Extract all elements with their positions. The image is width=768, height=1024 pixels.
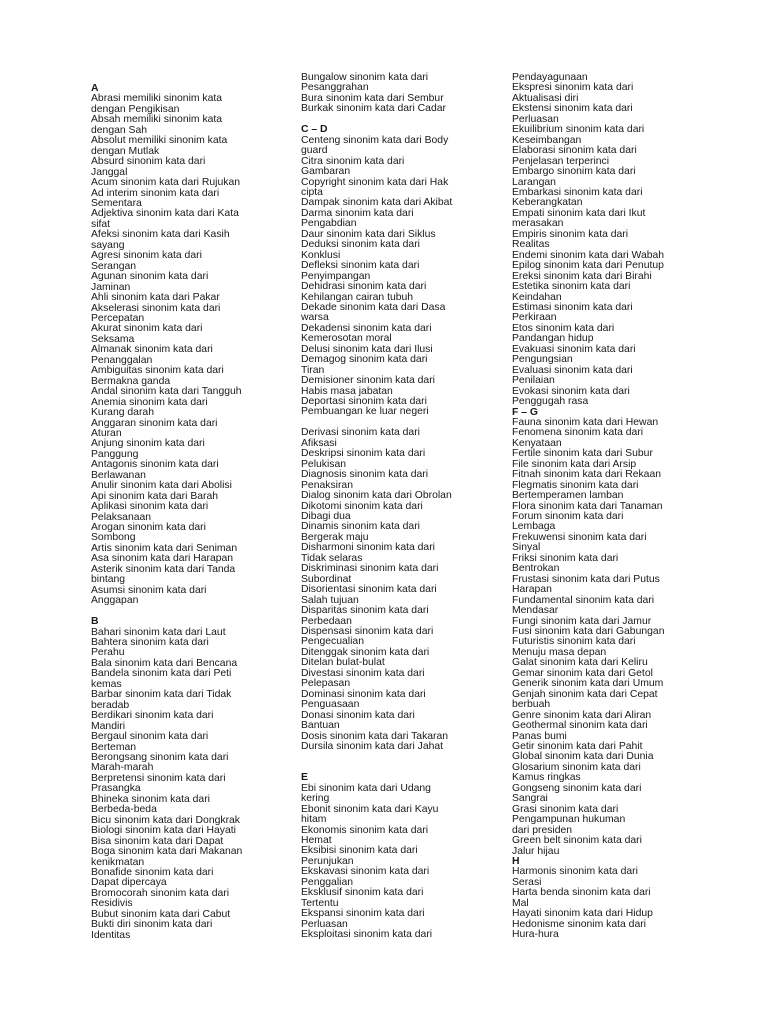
entry-line: Andal sinonim kata dari Tangguh bbox=[91, 386, 242, 398]
entry-line: Penggalian bbox=[301, 876, 353, 888]
entry-line: Asa sinonim kata dari Harapan bbox=[91, 553, 234, 565]
entry-line: Bentrokan bbox=[512, 563, 560, 575]
section-heading: B bbox=[91, 616, 99, 628]
entry-line: Akurat sinonim kata dari bbox=[91, 323, 203, 335]
entry-line: Fundamental sinonim kata dari bbox=[512, 594, 655, 606]
entry-line: kemas bbox=[91, 678, 122, 690]
entry-line: Eksklusif sinonim kata dari bbox=[301, 887, 424, 899]
entry-line: Dampak sinonim kata dari Akibat bbox=[301, 197, 453, 209]
entry-line: Agresi sinonim kata dari bbox=[91, 250, 202, 262]
entry-line: Getir sinonim kata dari Pahit bbox=[512, 741, 643, 752]
entry-line: Penyimpangan bbox=[301, 270, 371, 282]
entry-line: Darma sinonim kata dari bbox=[301, 207, 414, 219]
entry-line: Geothermal sinonim kata dari bbox=[512, 720, 648, 732]
entry-line: Jaminan bbox=[91, 281, 131, 293]
entry-line: Mal bbox=[512, 897, 529, 909]
entry-line: Sementara bbox=[91, 197, 142, 209]
entry-line: Elaborasi sinonim kata dari bbox=[512, 145, 637, 157]
entry-line: Biologi sinonim kata dari Hayati bbox=[91, 825, 236, 837]
entry-line: Donasi sinonim kata dari bbox=[301, 709, 415, 721]
entry-line: dengan Sah bbox=[91, 124, 148, 136]
entry-line: Arogan sinonim kata dari bbox=[91, 522, 206, 534]
entry-line: Berdikari sinonim kata dari bbox=[91, 710, 214, 722]
entry-line: Generik sinonim kata dari Umum bbox=[512, 678, 664, 690]
entry-line: Dominasi sinonim kata dari bbox=[301, 688, 426, 700]
entry-line: Perunjukan bbox=[301, 855, 354, 867]
entry-line: Absurd sinonim kata dari bbox=[91, 156, 206, 168]
entry-line: Aplikasi sinonim kata dari bbox=[91, 501, 209, 513]
entry-line: Copyright sinonim kata dari Hak bbox=[301, 176, 449, 188]
entry-line: Dibagi dua bbox=[301, 511, 351, 522]
entry-line: Anjung sinonim kata dari bbox=[91, 438, 205, 450]
entry-line: Bungalow sinonim kata dari bbox=[301, 72, 429, 83]
entry-line: Akselerasi sinonim kata dari bbox=[91, 302, 221, 314]
entry-line: bintang bbox=[91, 574, 126, 586]
entry-line: sifat bbox=[91, 218, 111, 230]
entry-line: Bergerak maju bbox=[301, 531, 369, 543]
blank-line bbox=[301, 752, 501, 762]
entry-line: Friksi sinonim kata dari bbox=[512, 552, 619, 564]
entry-line: dengan Mutlak bbox=[91, 145, 160, 157]
entry-line: Harmonis sinonim kata dari bbox=[512, 866, 638, 878]
entry-line: Pembuangan ke luar negeri bbox=[301, 406, 429, 418]
entry-line: Ditelan bulat-bulat bbox=[301, 657, 385, 669]
entry-line: Keseimbangan bbox=[512, 134, 582, 146]
entry-line: Asumsi sinonim kata dari bbox=[91, 584, 207, 596]
entry-line: Bahtera sinonim kata dari bbox=[91, 637, 209, 648]
entry-line: Estimasi sinonim kata dari bbox=[512, 301, 633, 313]
section-heading: E bbox=[301, 772, 308, 784]
column-1 bbox=[91, 84, 291, 941]
entry-line: Ditenggak sinonim kata dari bbox=[301, 646, 430, 658]
entry-line: Dinamis sinonim kata dari bbox=[301, 521, 420, 533]
entry-line: Boga sinonim kata dari Makanan bbox=[91, 846, 243, 858]
entry-line: Panggung bbox=[91, 448, 139, 460]
entry-line: Pengungsian bbox=[512, 354, 573, 366]
entry-line: Centeng sinonim kata dari Body bbox=[301, 134, 449, 146]
entry-line: Dispensasi sinonim kata dari bbox=[301, 625, 434, 637]
entry-line: Serangan bbox=[91, 260, 137, 272]
entry-line: Tertentu bbox=[301, 897, 339, 909]
entry-line: merasakan bbox=[512, 218, 564, 230]
entry-line: Demisioner sinonim kata dari bbox=[301, 375, 435, 387]
entry-line: Hura-hura bbox=[512, 929, 559, 941]
entry-line: Absah memiliki sinonim kata bbox=[91, 114, 223, 126]
entry-line: Delusi sinonim kata dari Ilusi bbox=[301, 343, 433, 355]
entry-line: Penguasaan bbox=[301, 699, 360, 711]
entry-line: Salah tujuan bbox=[301, 594, 359, 606]
entry-line: Tiran bbox=[301, 364, 325, 376]
entry-line: warsa bbox=[301, 312, 329, 324]
entry-line: Perbedaan bbox=[301, 615, 352, 627]
entry-line: Evaluasi sinonim kata dari bbox=[512, 364, 633, 376]
blank-line bbox=[91, 607, 291, 617]
entry-line: Sangrai bbox=[512, 793, 548, 805]
entry-line: Deduksi sinonim kata dari bbox=[301, 239, 420, 251]
entry-line: Gambaran bbox=[301, 166, 351, 178]
entry-line: Harta benda sinonim kata dari bbox=[512, 887, 651, 899]
entry-line: Api sinonim kata dari Barah bbox=[91, 490, 219, 502]
entry-line: Epilog sinonim kata dari Penutup bbox=[512, 260, 664, 272]
entry-line: Abrasi memiliki sinonim kata bbox=[91, 93, 223, 105]
entry-line: sayang bbox=[91, 239, 125, 251]
entry-line: Galat sinonim kata dari Keliru bbox=[512, 657, 648, 669]
entry-line: kenikmatan bbox=[91, 856, 145, 868]
entry-line: Menuju masa depan bbox=[512, 646, 607, 658]
column-3 bbox=[512, 73, 712, 941]
entry-line: Pengampunan hukuman bbox=[512, 814, 626, 826]
entry-line: Ekstensi sinonim kata dari bbox=[512, 103, 633, 115]
entry-line: Bandela sinonim kata dari Peti bbox=[91, 668, 232, 680]
entry-line: Global sinonim kata dari Dunia bbox=[512, 751, 654, 763]
entry-line: Derivasi sinonim kata dari bbox=[301, 427, 420, 439]
entry-line: Green belt sinonim kata dari bbox=[512, 835, 642, 847]
entry-line: Etos sinonim kata dari bbox=[512, 322, 615, 334]
entry-line: Almanak sinonim kata dari bbox=[91, 344, 213, 356]
entry-line: Disorientasi sinonim kata dari bbox=[301, 584, 437, 596]
entry-line: Disparitas sinonim kata dari bbox=[301, 605, 429, 617]
entry-line: Percepatan bbox=[91, 312, 145, 324]
entry-line: Frekuwensi sinonim kata dari bbox=[512, 531, 647, 543]
entry-line: Ekspresi sinonim kata dari bbox=[512, 82, 634, 94]
entry-line: Hemat bbox=[301, 835, 332, 847]
entry-line: Penilaian bbox=[512, 375, 555, 387]
entry-line: Fauna sinonim kata dari Hewan bbox=[512, 416, 659, 428]
entry-line: Bhineka sinonim kata dari bbox=[91, 793, 210, 805]
entry-line: Divestasi sinonim kata dari bbox=[301, 667, 425, 679]
entry-line: berbuah bbox=[512, 699, 551, 711]
entry-line: Pelukisan bbox=[301, 458, 347, 470]
entry-line: Pengabdian bbox=[301, 218, 357, 230]
entry-line: hitam bbox=[301, 814, 327, 826]
entry-line: Forum sinonim kata dari bbox=[512, 511, 624, 523]
section-heading: F – G bbox=[512, 406, 538, 418]
entry-line: Fenomena sinonim kata dari bbox=[512, 427, 644, 439]
entry-line: Bermakna ganda bbox=[91, 375, 171, 387]
entry-line: Tidak selaras bbox=[301, 552, 363, 564]
entry-line: Ekuilibrium sinonim kata dari bbox=[512, 124, 645, 136]
entry-line: Fusi sinonim kata dari Gabungan bbox=[512, 626, 665, 638]
entry-line: Aktualisasi diri bbox=[512, 92, 579, 104]
column-2 bbox=[301, 73, 501, 941]
entry-line: Mendasar bbox=[512, 605, 559, 617]
entry-line: Fitnah sinonim kata dari Rekaan bbox=[512, 469, 662, 481]
entry-line: Adjektiva sinonim kata dari Kata bbox=[91, 208, 239, 220]
entry-line: Diagnosis sinonim kata dari bbox=[301, 469, 429, 481]
entry-line: Artis sinonim kata dari Seniman bbox=[91, 542, 238, 554]
entry-line: Kehilangan cairan tubuh bbox=[301, 291, 414, 303]
entry-line: Endemi sinonim kata dari Wabah bbox=[512, 249, 665, 261]
entry-line: Diskriminasi sinonim kata dari bbox=[301, 563, 439, 575]
entry-line: Kemerosotan moral bbox=[301, 333, 392, 345]
entry-line: Evokasi sinonim kata dari bbox=[512, 385, 630, 397]
entry-line: cipta bbox=[301, 186, 323, 198]
entry-line: Habis masa jabatan bbox=[301, 385, 393, 397]
entry-line: Glosarium sinonim kata dari bbox=[512, 761, 641, 773]
entry-line: Frustasi sinonim kata dari Putus bbox=[512, 573, 660, 585]
entry-line: Bertemperamen lamban bbox=[512, 490, 624, 502]
entry-line: Berpretensi sinonim kata dari bbox=[91, 772, 226, 784]
entry-line: Perahu bbox=[91, 647, 125, 659]
entry-line: Bura sinonim kata dari Sembur bbox=[301, 92, 444, 104]
entry-line: Gongseng sinonim kata dari bbox=[512, 782, 642, 794]
entry-line: Dosis sinonim kata dari Takaran bbox=[301, 730, 449, 742]
entry-line: Ekspansi sinonim kata dari bbox=[301, 908, 425, 920]
entry-line: Bukti diri sinonim kata dari bbox=[91, 919, 213, 931]
entry-line: Harapan bbox=[512, 584, 552, 596]
entry-line: Eksploitasi sinonim kata dari bbox=[301, 929, 433, 941]
entry-line: Afeksi sinonim kata dari Kasih bbox=[91, 229, 230, 241]
entry-line: Berteman bbox=[91, 741, 137, 753]
entry-line: Futuristis sinonim kata dari bbox=[512, 636, 636, 648]
entry-line: Bisa sinonim kata dari Dapat bbox=[91, 835, 224, 847]
entry-line: Pelepasan bbox=[301, 678, 351, 690]
entry-line: Realitas bbox=[512, 239, 550, 251]
entry-line: Agunan sinonim kata dari bbox=[91, 271, 209, 283]
entry-line: Penaksiran bbox=[301, 479, 353, 491]
entry-line: Sinyal bbox=[512, 542, 541, 554]
entry-line: Lembaga bbox=[512, 521, 556, 533]
entry-line: Disharmoni sinonim kata dari bbox=[301, 542, 435, 554]
entry-line: Bromocorah sinonim kata dari bbox=[91, 887, 230, 899]
entry-line: Barbar sinonim kata dari Tidak bbox=[91, 689, 232, 701]
entry-line: Ebi sinonim kata dari Udang bbox=[301, 782, 431, 794]
entry-line: Marah-marah bbox=[91, 762, 154, 774]
entry-line: Anemia sinonim kata dari bbox=[91, 396, 208, 408]
entry-line: Ereksi sinonim kata dari Birahi bbox=[512, 270, 652, 282]
entry-line: Fertile sinonim kata dari Subur bbox=[512, 448, 653, 460]
entry-line: File sinonim kata dari Arsip bbox=[512, 458, 637, 470]
entry-line: Perluasan bbox=[512, 113, 559, 125]
entry-line: Ebonit sinonim kata dari Kayu bbox=[301, 803, 439, 815]
entry-line: Bicu sinonim kata dari Dongkrak bbox=[91, 814, 241, 826]
entry-line: Empati sinonim kata dari Ikut bbox=[512, 207, 646, 219]
entry-line: Evakuasi sinonim kata dari bbox=[512, 343, 636, 355]
entry-line: Antagonis sinonim kata dari bbox=[91, 459, 219, 471]
entry-line: Embargo sinonim kata dari bbox=[512, 166, 636, 178]
entry-line: Prasangka bbox=[91, 783, 141, 795]
entry-line: Demagog sinonim kata dari bbox=[301, 354, 428, 366]
entry-line: Dialog sinonim kata dari Obrolan bbox=[301, 490, 452, 502]
entry-line: Bergaul sinonim kata dari bbox=[91, 731, 209, 743]
entry-line: Asterik sinonim kata dari Tanda bbox=[91, 563, 236, 575]
entry-line: Penanggalan bbox=[91, 354, 153, 366]
entry-line: Embarkasi sinonim kata dari bbox=[512, 186, 643, 198]
entry-line: dengan Pengikisan bbox=[91, 103, 180, 115]
entry-line: Afiksasi bbox=[301, 437, 337, 449]
entry-line: Mandiri bbox=[91, 720, 126, 732]
entry-line: Penjelasan terperinci bbox=[512, 155, 610, 167]
entry-line: Panas bumi bbox=[512, 730, 567, 742]
entry-line: Genre sinonim kata dari Aliran bbox=[512, 709, 652, 721]
entry-line: Residivis bbox=[91, 898, 133, 910]
entry-line: Anggaran sinonim kata dari bbox=[91, 417, 218, 429]
entry-line: Identitas bbox=[91, 929, 131, 941]
entry-line: Pandangan hidup bbox=[512, 333, 594, 345]
entry-line: Dursila sinonim kata dari Jahat bbox=[301, 740, 444, 752]
entry-line: Berongsang sinonim kata dari bbox=[91, 751, 229, 763]
entry-line: Berbeda-beda bbox=[91, 804, 157, 816]
section-heading: A bbox=[91, 83, 99, 94]
entry-line: Estetika sinonim kata dari bbox=[512, 281, 631, 293]
entry-line: Ad interim sinonim kata dari bbox=[91, 187, 220, 199]
entry-line: Fungi sinonim kata dari Jamur bbox=[512, 615, 652, 627]
entry-line: Burkak sinonim kata dari Cadar bbox=[301, 103, 446, 115]
entry-line: Anulir sinonim kata dari Abolisi bbox=[91, 480, 232, 492]
entry-line: Ekskavasi sinonim kata dari bbox=[301, 866, 430, 878]
entry-line: Kurang darah bbox=[91, 407, 154, 419]
entry-line: Keberangkatan bbox=[512, 197, 583, 209]
entry-line: Dapat dipercaya bbox=[91, 877, 167, 889]
entry-line: Ambiguitas sinonim kata dari bbox=[91, 365, 224, 377]
entry-line: Bubut sinonim kata dari Cabut bbox=[91, 908, 231, 920]
entry-line: Aturan bbox=[91, 427, 122, 439]
entry-line: Sombong bbox=[91, 532, 136, 544]
blank-line bbox=[301, 115, 501, 125]
entry-line: Pengecualian bbox=[301, 636, 364, 648]
entry-line: Dekade sinonim kata dari Dasa bbox=[301, 301, 446, 313]
entry-line: Seksama bbox=[91, 333, 135, 345]
entry-line: Bantuan bbox=[301, 720, 340, 732]
entry-line: beradab bbox=[91, 699, 130, 711]
entry-line: Hedonisme sinonim kata dari bbox=[512, 918, 646, 930]
entry-line: Dikotomi sinonim kata dari bbox=[301, 500, 423, 512]
entry-line: Keindahan bbox=[512, 291, 562, 303]
entry-line: Penggugah rasa bbox=[512, 396, 589, 408]
entry-line: Citra sinonim kata dari bbox=[301, 155, 405, 167]
entry-line: Genjah sinonim kata dari Cepat bbox=[512, 688, 658, 700]
entry-line: Deportasi sinonim kata dari bbox=[301, 396, 427, 408]
entry-line: Eksibisi sinonim kata dari bbox=[301, 845, 418, 857]
section-heading: H bbox=[512, 855, 520, 867]
entry-line: Ekonomis sinonim kata dari bbox=[301, 824, 429, 836]
entry-line: Absolut memiliki sinonim kata bbox=[91, 135, 228, 147]
entry-line: Kenyataan bbox=[512, 437, 562, 449]
entry-line: dari presiden bbox=[512, 824, 573, 836]
entry-line: Serasi bbox=[512, 876, 542, 888]
entry-line: Dehidrasi sinonim kata dari bbox=[301, 281, 427, 293]
entry-line: Acum sinonim kata dari Rujukan bbox=[91, 177, 241, 189]
entry-line: Pendayagunaan bbox=[512, 72, 588, 83]
entry-line: Dekadensi sinonim kata dari bbox=[301, 322, 432, 334]
entry-line: Hayati sinonim kata dari Hidup bbox=[512, 908, 653, 920]
entry-line: Empiris sinonim kata dari bbox=[512, 228, 629, 240]
entry-line: Bonafide sinonim kata dari bbox=[91, 866, 214, 878]
entry-line: Kamus ringkas bbox=[512, 772, 581, 784]
section-heading: C – D bbox=[301, 124, 328, 136]
entry-line: Flegmatis sinonim kata dari bbox=[512, 479, 639, 491]
entry-line: Konklusi bbox=[301, 249, 341, 261]
entry-line: Larangan bbox=[512, 176, 556, 188]
entry-line: Daur sinonim kata dari Siklus bbox=[301, 228, 436, 240]
entry-line: guard bbox=[301, 145, 328, 157]
entry-line: Pesanggrahan bbox=[301, 82, 369, 94]
blank-line bbox=[301, 763, 501, 773]
entry-line: kering bbox=[301, 793, 330, 805]
entry-line: Bahari sinonim kata dari Laut bbox=[91, 626, 226, 638]
entry-line: Janggal bbox=[91, 166, 128, 178]
entry-line: Anggapan bbox=[91, 595, 139, 607]
entry-line: Subordinat bbox=[301, 573, 352, 585]
entry-line: Gemar sinonim kata dari Getol bbox=[512, 667, 653, 679]
entry-line: Deskripsi sinonim kata dari bbox=[301, 448, 426, 460]
entry-line: Ahli sinonim kata dari Pakar bbox=[91, 292, 220, 304]
entry-line: Grasi sinonim kata dari bbox=[512, 803, 619, 815]
entry-line: Flora sinonim kata dari Tanaman bbox=[512, 500, 663, 512]
entry-line: Jalur hijau bbox=[512, 845, 560, 857]
entry-line: Berlawanan bbox=[91, 469, 146, 481]
entry-line: Perluasan bbox=[301, 918, 348, 930]
entry-line: Defleksi sinonim kata dari bbox=[301, 260, 420, 272]
entry-line: Bala sinonim kata dari Bencana bbox=[91, 657, 238, 669]
entry-line: Pelaksanaan bbox=[91, 511, 152, 523]
entry-line: Perkiraan bbox=[512, 312, 557, 324]
